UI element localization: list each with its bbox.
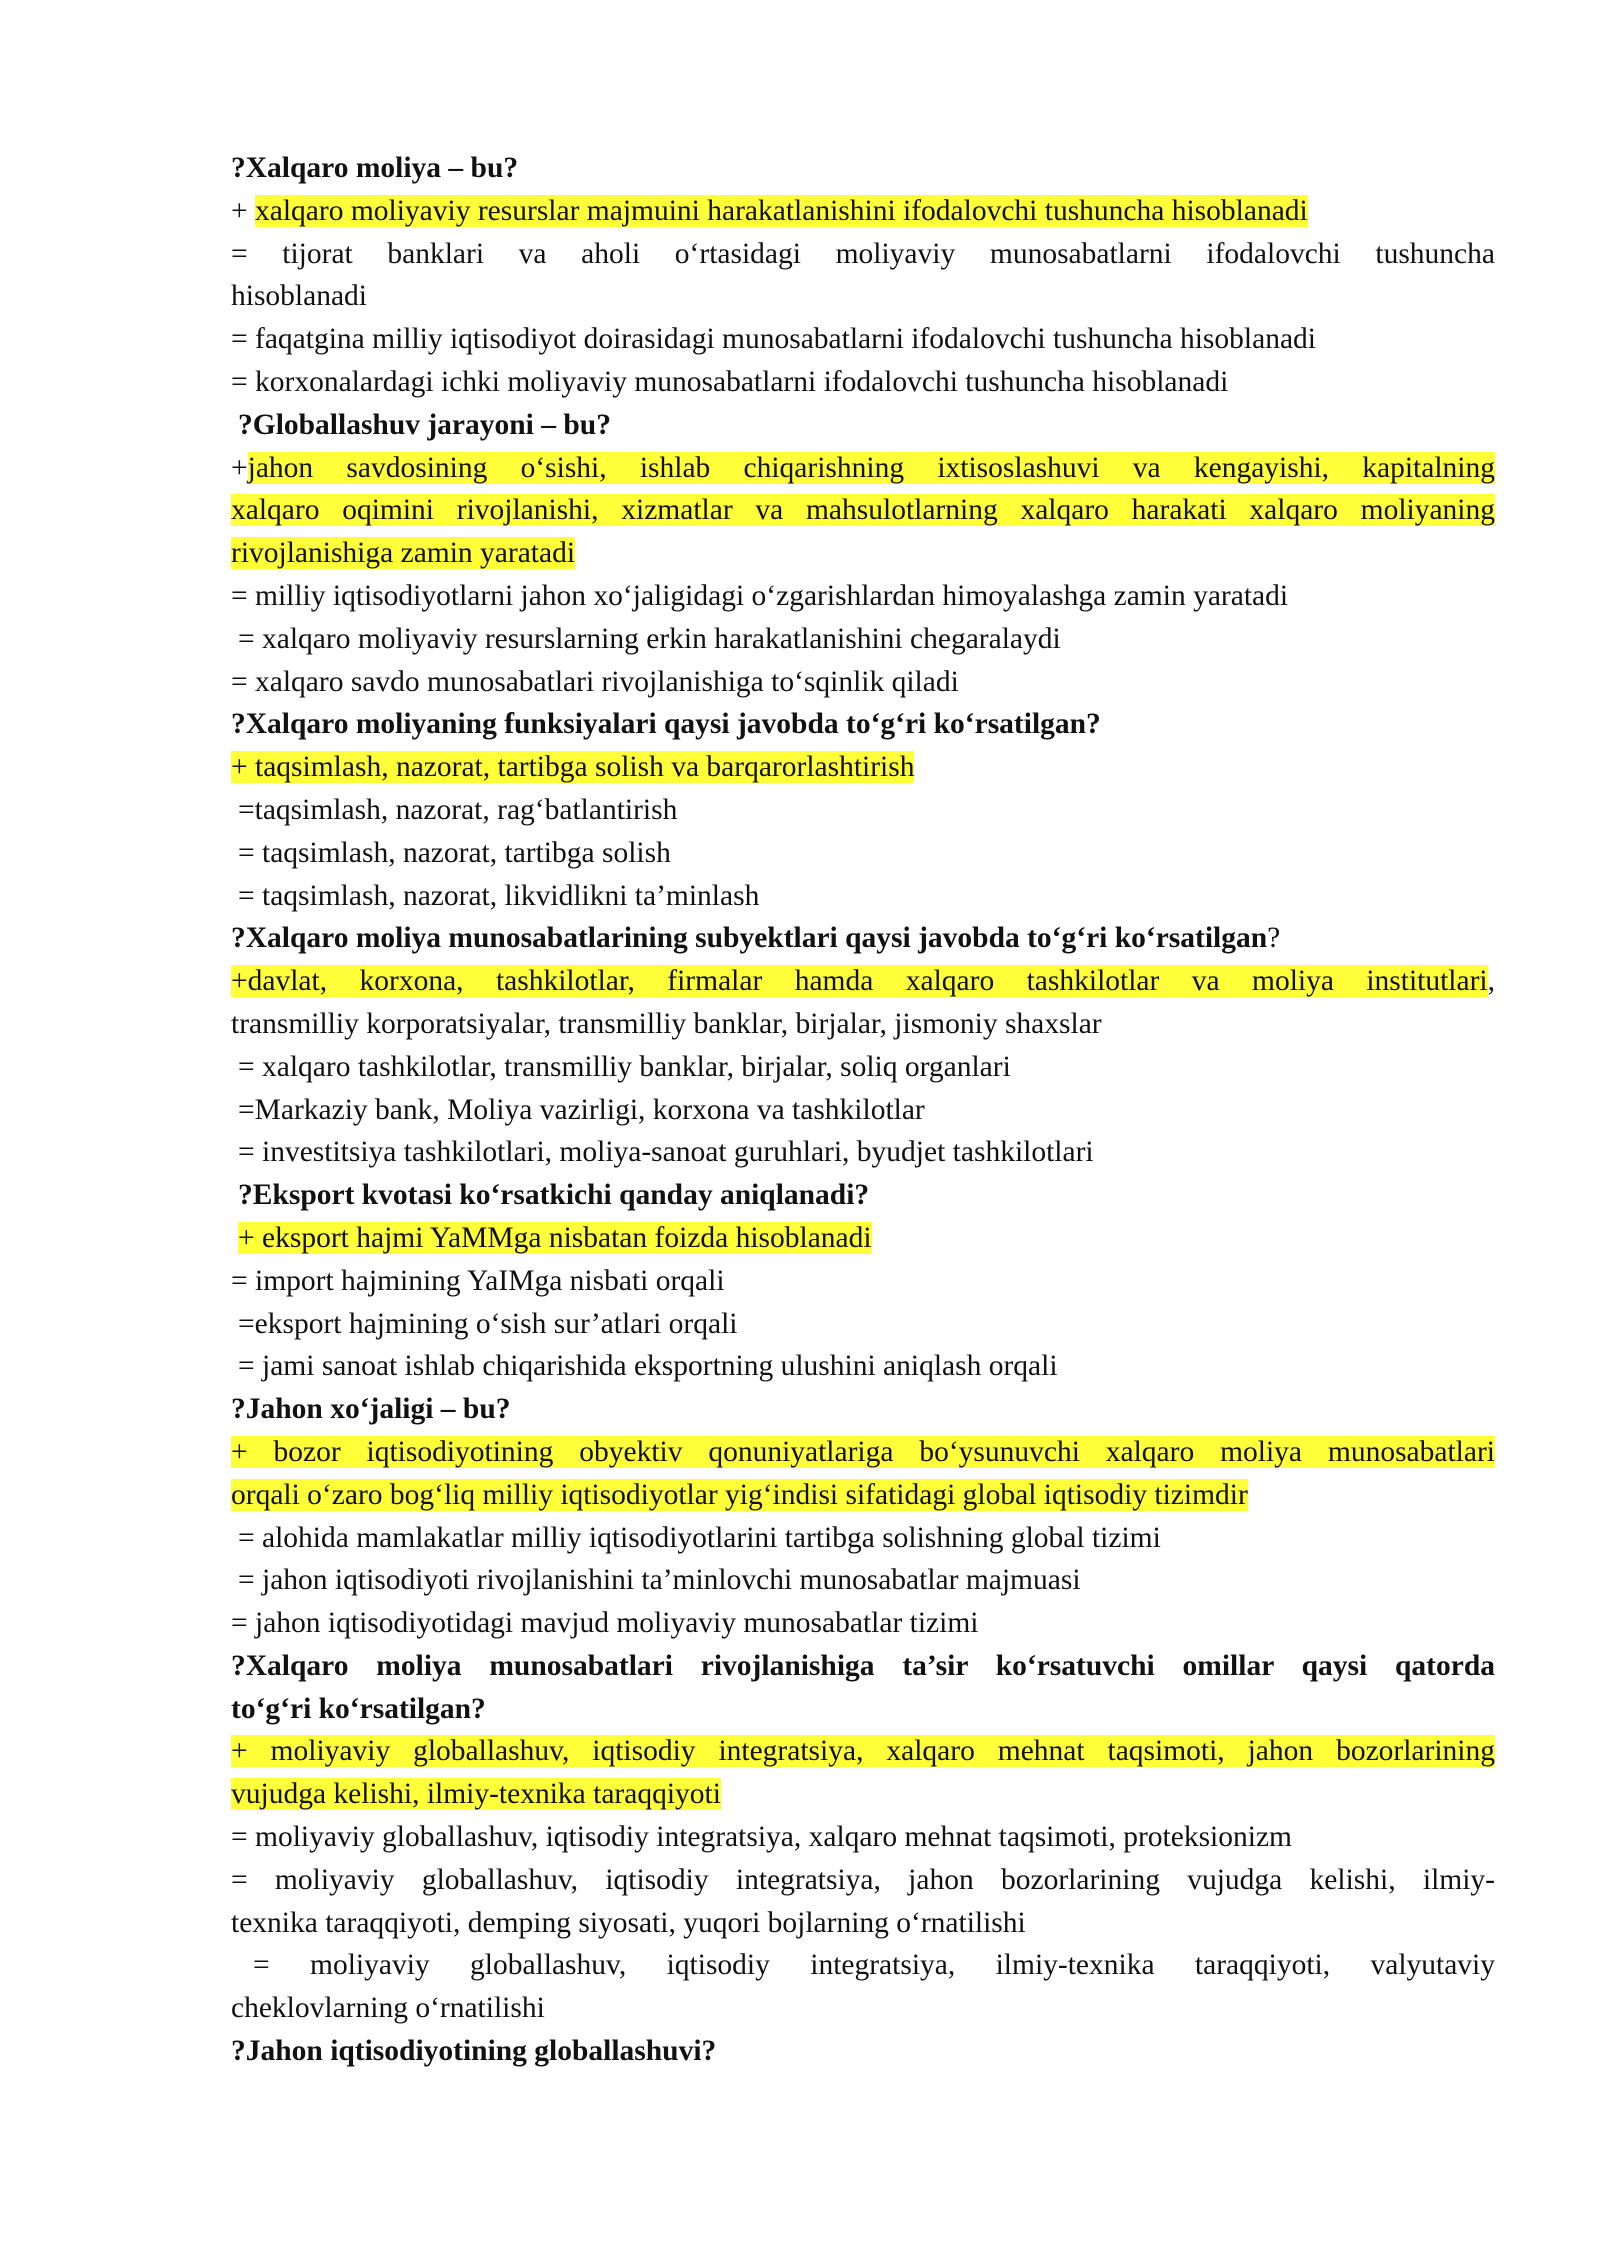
answer-option: = tijorat banklari va aholi o‘rtasidagi moliyaviy munosabatlarni ifodalovchi tushuncha [231, 237, 1495, 270]
document-body [231, 147, 1495, 2073]
question-text: ?Jahon xo‘jaligi – bu? [231, 1393, 511, 1426]
answer-option: = milliy iqtisodiyotlarni jahon xo‘jaligidagi o‘zgarishlardan himoyalashga zamin yaratadi [231, 579, 1289, 612]
question-text: ?Xalqaro moliya munosabatlarining subyektlari qaysi javobda to‘g‘ri ko‘rsatilgan [231, 922, 1268, 955]
correct-answer-continuation [231, 532, 1495, 575]
answer-option: = jahon iqtisodiyoti rivojlanishini ta’minlovchi munosabatlar majmuasi [238, 1564, 1081, 1597]
question-suffix: ? [1267, 922, 1281, 955]
answer-option: = moliyaviy globallashuv, iqtisodiy integratsiya, ilmiy-texnika taraqqiyoti, valyutaviy [253, 1949, 1495, 1982]
answer-option-continuation: hisoblanadi [231, 280, 368, 313]
answer-highlight: + taqsimlash, nazorat, tartibga solish va barqarorlashtirish [231, 751, 915, 784]
answer-option: =Markaziy bank, Moliya vazirligi, korxona va tashkilotlar [238, 1093, 925, 1126]
question-text: ?Xalqaro moliya munosabatlari rivojlanishiga ta’sir ko‘rsatuvchi omillar qaysi qatorda [231, 1649, 1495, 1682]
answer-highlight: + moliyaviy globallashuv, iqtisodiy integratsiya, xalqaro mehnat taqsimoti, jahon bozorlarining [231, 1735, 1495, 1768]
answer-option: = xalqaro tashkilotlar, transmilliy banklar, birjalar, soliq organlari [238, 1050, 1011, 1083]
answer-highlight: xalqaro oqimini rivojlanishi, xizmatlar va mahsulotlarning xalqaro harakati xalqaro moliyaning [231, 494, 1495, 527]
answer-option: = alohida mamlakatlar milliy iqtisodiyotlarini tartibga solishning global tizimi [238, 1521, 1161, 1554]
answer-option: = korxonalardagi ichki moliyaviy munosabatlarni ifodalovchi tushuncha hisoblanadi [231, 365, 1229, 398]
question-line [231, 917, 1495, 960]
answer-highlight: +davlat, korxona, tashkilotlar, firmalar hamda xalqaro tashkilotlar va moliya institutlari [231, 965, 1488, 998]
answer-option: = import hajmining YaIMga nisbati orqali [231, 1264, 725, 1297]
correct-answer-continuation [231, 1474, 1495, 1517]
question-text: ?Globallashuv jarayoni – bu? [238, 408, 611, 441]
answer-option: = taqsimlash, nazorat, tartibga solish [238, 836, 671, 869]
answer-option: = xalqaro savdo munosabatlari rivojlanishiga to‘sqinlik qiladi [231, 665, 959, 698]
answer-continuation: transmilliy korporatsiyalar, transmilliy banklar, birjalar, jismoniy shaxslar [231, 1007, 1102, 1040]
answer-highlight: xalqaro moliyaviy resurslar majmuini harakatlanishini ifodalovchi tushuncha hisoblanadi [255, 194, 1308, 227]
question-text-continuation: to‘g‘ri ko‘rsatilgan? [231, 1692, 486, 1725]
answer-highlight: vujudga kelishi, ilmiy-texnika taraqqiyoti [231, 1778, 721, 1811]
answer-prefix: + [231, 451, 248, 484]
answer-highlight: orqali o‘zaro bog‘liq milliy iqtisodiyotlar yig‘indisi sifatidagi global iqtisodiy tizimdir [231, 1478, 1248, 1511]
answer-option: = jahon iqtisodiyotidagi mavjud moliyaviy munosabatlar tizimi [231, 1607, 979, 1640]
correct-answer [231, 447, 1495, 490]
answer-option: = taqsimlash, nazorat, likvidlikni ta’minlash [238, 879, 760, 912]
answer-highlight: + bozor iqtisodiyotining obyektiv qonuniyatlariga bo‘ysunuvchi xalqaro moliya munosabatlari [231, 1435, 1495, 1468]
answer-option: = jami sanoat ishlab chiqarishida eksportning ulushini aniqlash orqali [238, 1350, 1058, 1383]
answer-option: = moliyaviy globallashuv, iqtisodiy integratsiya, jahon bozorlarining vujudga kelishi, ilmiy- [231, 1863, 1495, 1896]
correct-answer [231, 1431, 1495, 1474]
answer-option: =taqsimlash, nazorat, rag‘batlantirish [238, 793, 678, 826]
correct-answer [231, 960, 1495, 1003]
question-text: ?Xalqaro moliya – bu? [231, 152, 519, 184]
correct-answer [231, 190, 1495, 233]
correct-answer [231, 1217, 1495, 1260]
correct-answer [231, 746, 1495, 789]
answer-highlight: + eksport hajmi YaMMga nisbatan foizda hisoblanadi [238, 1221, 872, 1254]
correct-answer-continuation [231, 489, 1495, 532]
answer-highlight: jahon savdosining o‘sishi, ishlab chiqarishning ixtisoslashuvi va kengayishi, kapitalning [247, 451, 1495, 484]
question-text: ?Jahon iqtisodiyotining globallashuvi? [231, 2035, 717, 2068]
correct-answer-continuation [231, 1773, 1495, 1816]
answer-suffix: , [1487, 965, 1495, 998]
answer-prefix: + [231, 194, 256, 227]
answer-option: = xalqaro moliyaviy resurslarning erkin harakatlanishini chegaralaydi [238, 622, 1061, 655]
answer-highlight: rivojlanishiga zamin yaratadi [231, 537, 576, 570]
answer-option: =eksport hajmining o‘sish sur’atlari orqali [238, 1307, 738, 1340]
answer-option: = moliyaviy globallashuv, iqtisodiy integratsiya, xalqaro mehnat taqsimoti, proteksionizm [231, 1821, 1292, 1854]
question-text: ?Xalqaro moliyaning funksiyalari qaysi javobda to‘g‘ri ko‘rsatilgan? [231, 708, 1101, 741]
answer-option-continuation: cheklovlarning o‘rnatilishi [231, 1992, 545, 2025]
answer-option-continuation: texnika taraqqiyoti, demping siyosati, yuqori bojlarning o‘rnatilishi [231, 1906, 1026, 1939]
answer-option: = investitsiya tashkilotlari, moliya-sanoat guruhlari, byudjet tashkilotlari [238, 1136, 1094, 1169]
question-text: ?Eksport kvotasi ko‘rsatkichi qanday aniqlanadi? [238, 1179, 870, 1212]
answer-option: = faqatgina milliy iqtisodiyot doirasidagi munosabatlarni ifodalovchi tushuncha hisoblanadi [231, 323, 1316, 356]
correct-answer [231, 1730, 1495, 1773]
